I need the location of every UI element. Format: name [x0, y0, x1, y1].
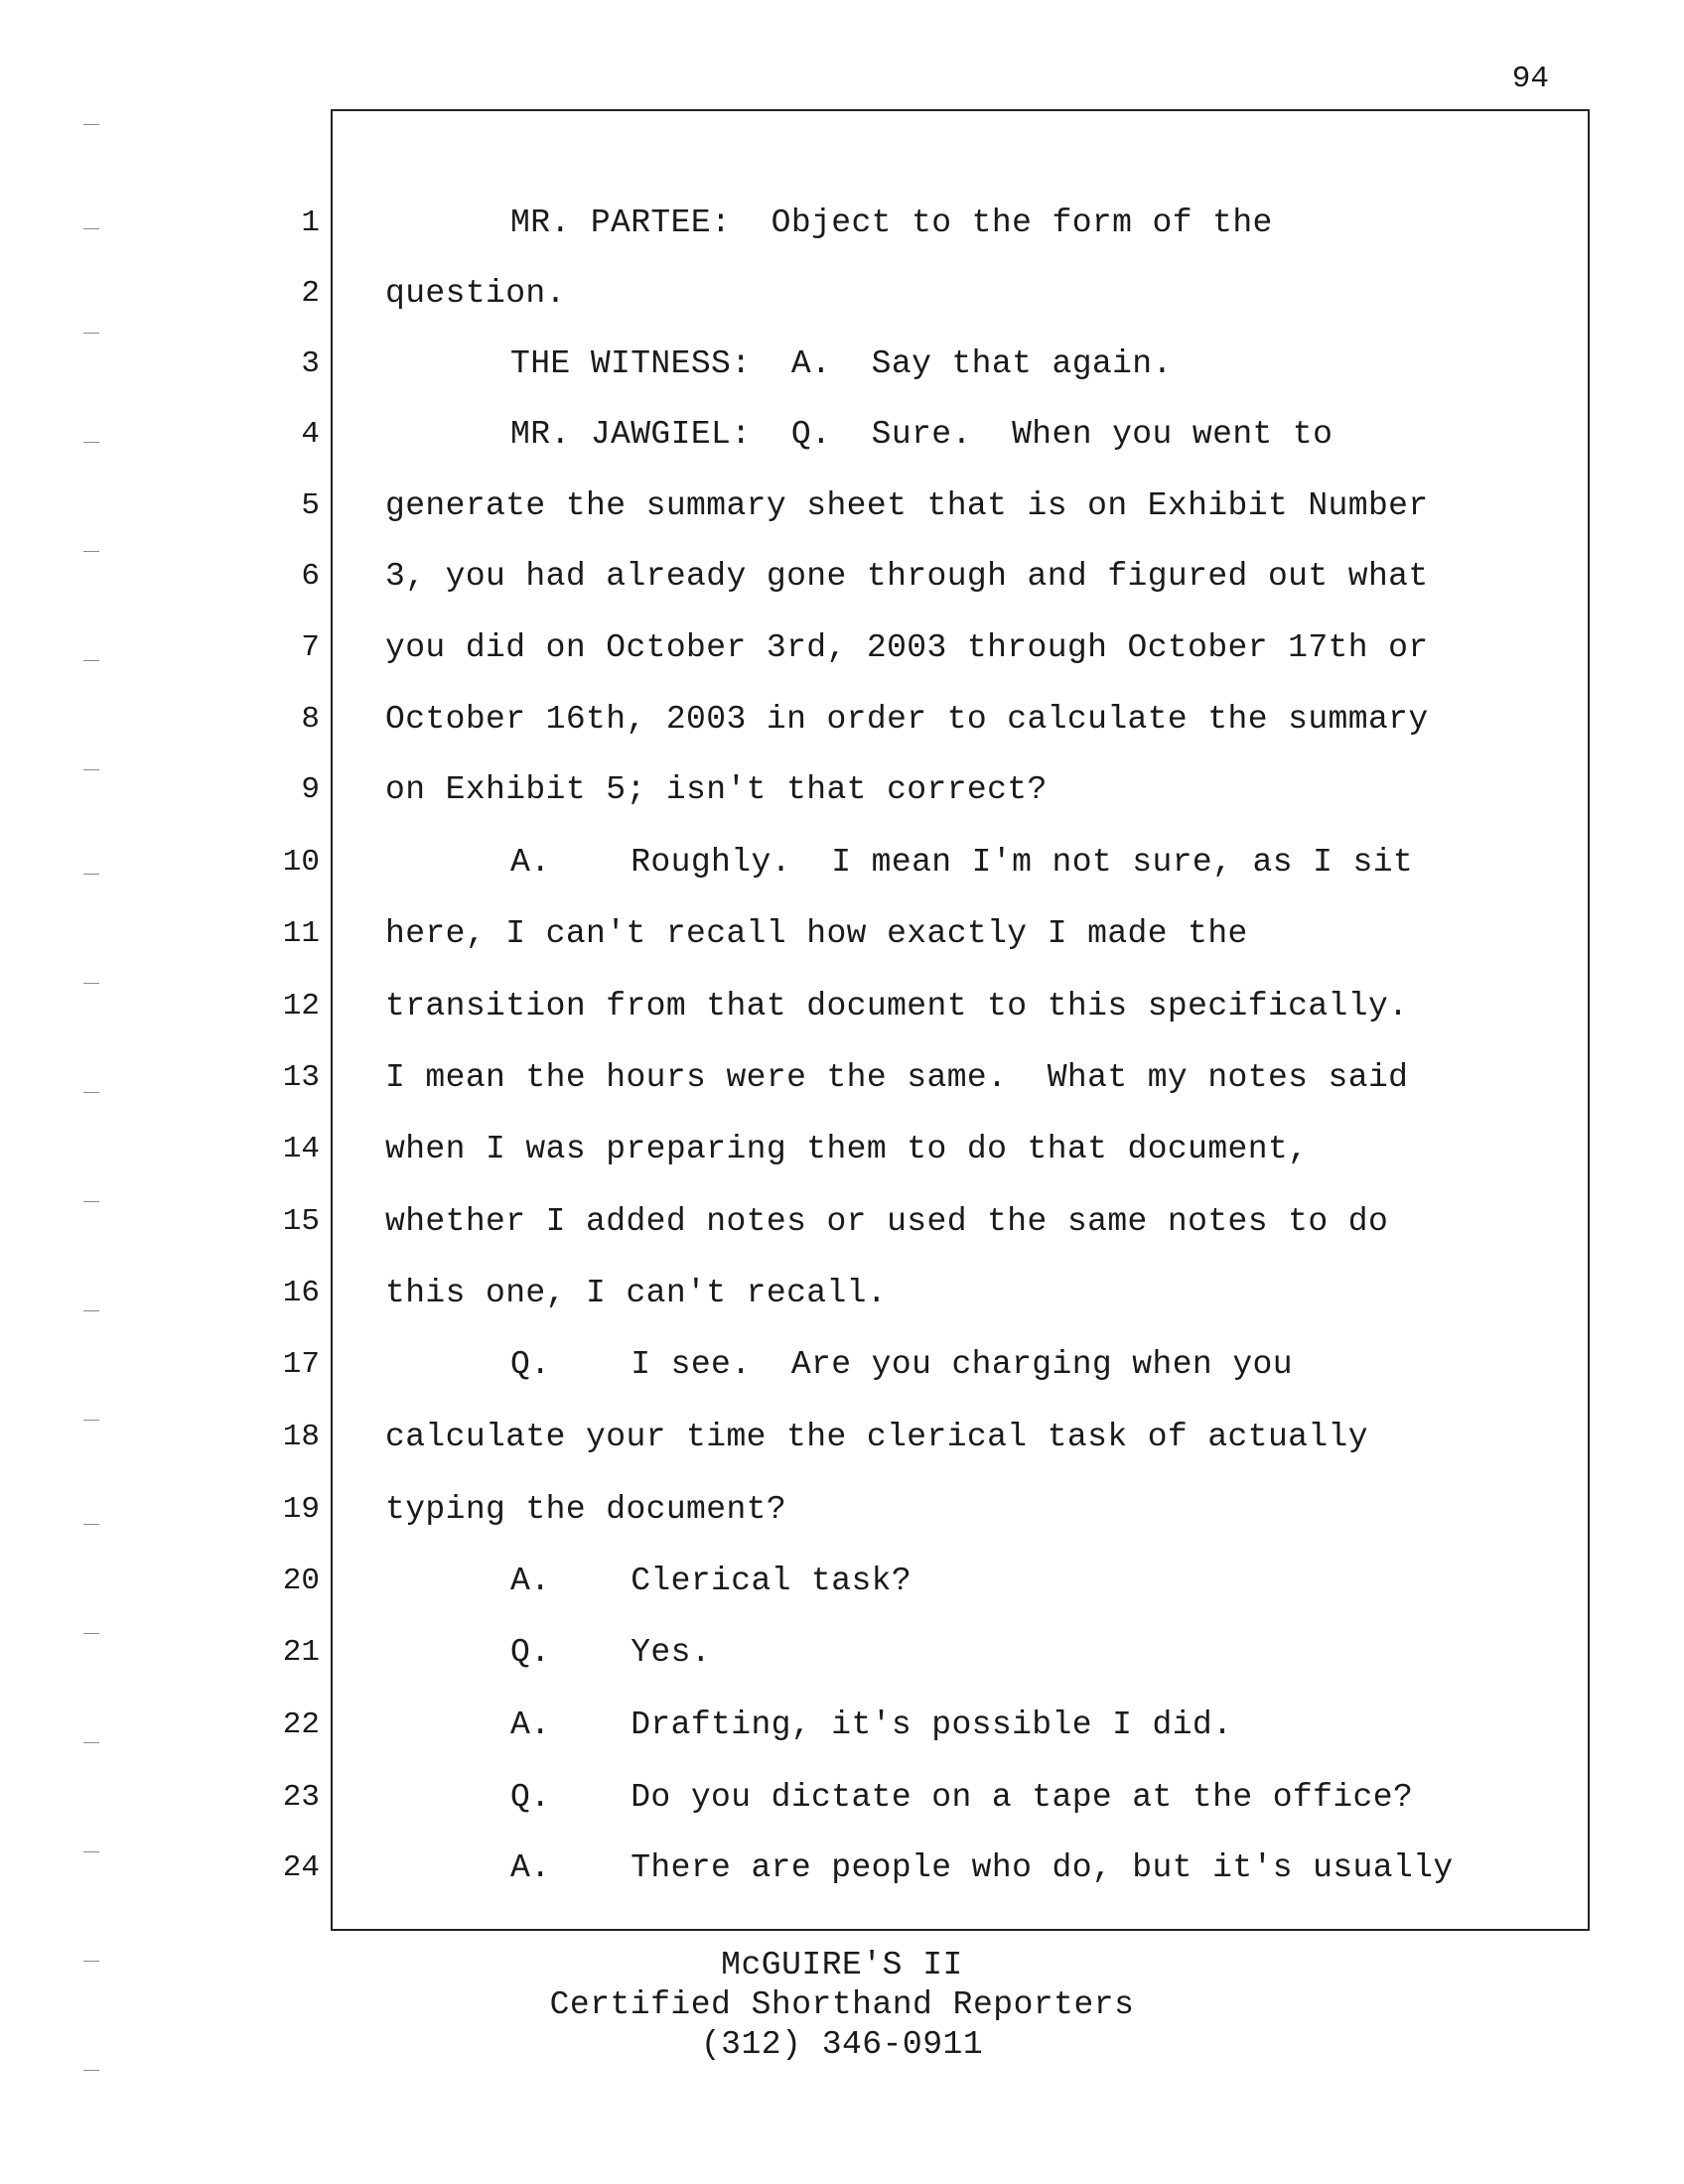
line-text: I mean the hours were the same. What my notes said: [385, 1059, 1409, 1096]
line-text: 3, you had already gone through and figured out what: [385, 558, 1429, 595]
line-number: 22: [282, 1707, 320, 1742]
transcript-line: [0, 1418, 1684, 1457]
transcript-line: [0, 1706, 1684, 1745]
transcript-line: [0, 628, 1684, 668]
line-number: 5: [301, 488, 320, 523]
margin-tick: [83, 551, 99, 552]
transcript-line: [0, 1778, 1684, 1818]
reporter-footer: [0, 1946, 1684, 2065]
line-text: you did on October 3rd, 2003 through October 17th or: [385, 629, 1429, 666]
line-text: whether I added notes or used the same notes to do: [385, 1203, 1389, 1240]
line-text: typing the document?: [385, 1491, 787, 1528]
line-text: Q. Do you dictate on a tape at the office?: [510, 1779, 1414, 1816]
transcript-line: [0, 1274, 1684, 1313]
transcript-line: [0, 1202, 1684, 1242]
line-number: 13: [282, 1060, 320, 1095]
line-number: 1: [301, 205, 320, 240]
line-text: when I was preparing them to do that document,: [385, 1131, 1309, 1167]
transcript-line: [0, 486, 1684, 526]
transcript-line: [0, 415, 1684, 455]
line-text: here, I can't recall how exactly I made the: [385, 915, 1248, 952]
line-number: 21: [282, 1635, 320, 1670]
margin-tick: [83, 124, 99, 125]
line-text: this one, I can't recall.: [385, 1275, 888, 1311]
reporter-phone: (312) 346-0911: [700, 2026, 984, 2063]
line-text: MR. JAWGIEL: Q. Sure. When you went to: [510, 416, 1333, 453]
margin-tick: [83, 333, 99, 334]
margin-tick: [83, 983, 99, 984]
transcript-line: [0, 1562, 1684, 1601]
line-text: A. Drafting, it's possible I did.: [510, 1706, 1233, 1743]
line-number: 11: [282, 916, 320, 951]
line-number: 15: [282, 1204, 320, 1239]
line-number: 18: [282, 1420, 320, 1454]
line-number: 12: [282, 989, 320, 1024]
line-text: on Exhibit 5; isn't that correct?: [385, 771, 1048, 808]
transcript-line: [0, 557, 1684, 597]
line-number: 14: [282, 1132, 320, 1166]
transcript-line: [0, 843, 1684, 883]
line-number: 20: [282, 1564, 320, 1598]
transcript-line: [0, 1490, 1684, 1530]
transcript-line: [0, 1848, 1684, 1888]
margin-tick: [83, 2070, 99, 2071]
transcript-line: [0, 1058, 1684, 1098]
margin-tick: [83, 1851, 99, 1852]
line-number: 2: [301, 276, 320, 311]
line-text: A. Roughly. I mean I'm not sure, as I sit: [510, 844, 1414, 881]
transcript-line: [0, 204, 1684, 243]
line-number: 23: [282, 1780, 320, 1815]
line-text: October 16th, 2003 in order to calculate the summary: [385, 701, 1429, 738]
line-number: 24: [282, 1850, 320, 1885]
transcript-line: [0, 1130, 1684, 1169]
transcript-line: [0, 987, 1684, 1026]
line-number: 10: [282, 845, 320, 880]
margin-tick: [83, 1524, 99, 1525]
line-text: calculate your time the clerical task of actually: [385, 1419, 1368, 1455]
line-number: 4: [301, 417, 320, 452]
margin-tick: [83, 228, 99, 229]
margin-tick: [83, 769, 99, 770]
line-number: 9: [301, 772, 320, 807]
margin-tick: [83, 660, 99, 661]
reporter-name: McGUIRE'S II: [721, 1947, 963, 1983]
page-number: 94: [1511, 62, 1549, 96]
reporter-description: Certified Shorthand Reporters: [549, 1986, 1135, 2023]
line-text: question.: [385, 275, 566, 312]
transcript-line: [0, 700, 1684, 740]
margin-tick: [83, 1201, 99, 1202]
margin-tick: [83, 1092, 99, 1093]
line-text: A. Clerical task?: [510, 1563, 912, 1599]
line-text: transition from that document to this specifically.: [385, 988, 1409, 1024]
line-number: 6: [301, 559, 320, 594]
line-text: Q. Yes.: [510, 1634, 712, 1671]
transcript-line: [0, 1345, 1684, 1385]
line-number: 3: [301, 346, 320, 381]
line-text: A. There are people who do, but it's usually: [510, 1849, 1454, 1886]
margin-tick: [83, 1633, 99, 1634]
line-text: Q. I see. Are you charging when you: [510, 1346, 1293, 1383]
margin-tick: [83, 1310, 99, 1311]
transcript-line: [0, 274, 1684, 314]
line-number: 19: [282, 1492, 320, 1527]
margin-tick: [83, 1742, 99, 1743]
line-text: THE WITNESS: A. Say that again.: [510, 345, 1173, 382]
line-text: MR. PARTEE: Object to the form of the: [510, 205, 1273, 241]
margin-tick: [83, 874, 99, 875]
line-number: 17: [282, 1347, 320, 1382]
margin-tick: [83, 1420, 99, 1421]
transcript-line: [0, 1633, 1684, 1673]
margin-tick: [83, 442, 99, 443]
line-number: 7: [301, 630, 320, 665]
transcript-line: [0, 770, 1684, 810]
transcript-line: [0, 344, 1684, 384]
line-text: generate the summary sheet that is on Exhibit Number: [385, 487, 1429, 524]
margin-tick: [83, 1961, 99, 1962]
line-number: 16: [282, 1276, 320, 1310]
line-number: 8: [301, 702, 320, 737]
transcript-line: [0, 914, 1684, 954]
